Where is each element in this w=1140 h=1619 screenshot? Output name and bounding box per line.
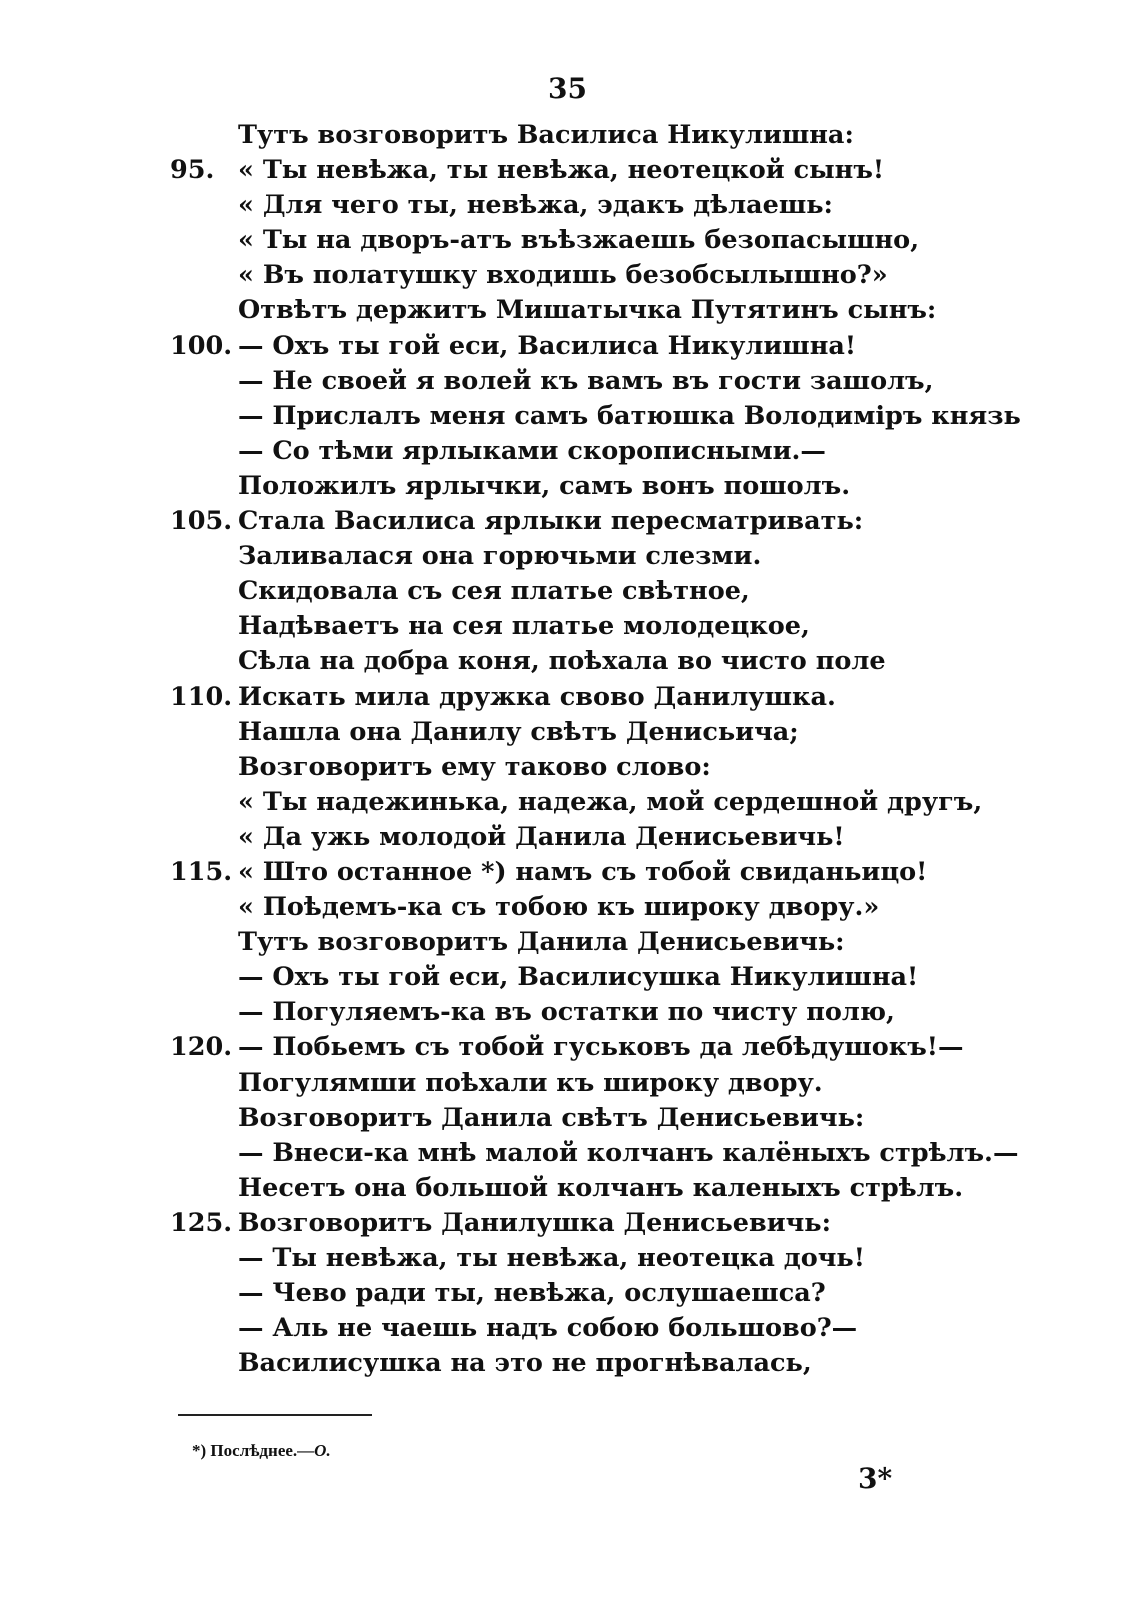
- line-text: « Поѣдемъ-ка съ тобою къ широку двору.»: [238, 892, 880, 923]
- line-number: 125.: [170, 1207, 233, 1238]
- verse-line: [0, 434, 1140, 469]
- footnote: [192, 1441, 331, 1461]
- line-text: Стала Василиса ярлыки пересматривать:: [238, 506, 864, 537]
- line-text: « Што останное *) намъ съ тобой свиданьицо!: [238, 856, 928, 887]
- verse-line: [0, 258, 1140, 293]
- verse-line: [0, 1030, 1140, 1065]
- line-text: — Аль не чаешь надъ собою большово?—: [238, 1313, 858, 1344]
- verse-line: [0, 1206, 1140, 1241]
- line-text: — Ты невѣжа, ты невѣжа, неотецка дочь!: [238, 1243, 865, 1273]
- line-text: — Прислалъ меня самъ батюшка Володимiръ князь: [238, 400, 1021, 431]
- line-text: — Со тѣми ярлыками скорописными.—: [238, 435, 826, 466]
- verse-line: [0, 715, 1140, 750]
- verse-line: [0, 574, 1140, 609]
- verse-line: [0, 960, 1140, 995]
- line-text: Тутъ возговоритъ Данила Денисьевичь:: [238, 927, 845, 958]
- line-text: — Побьемъ съ тобой гуськовъ да лебѣдушокъ!—: [238, 1032, 964, 1063]
- verse-line: [0, 925, 1140, 960]
- verse-line: [0, 1101, 1140, 1136]
- page-number: 35: [548, 72, 587, 105]
- verse-text: [0, 118, 1140, 1381]
- verse-line: [0, 153, 1140, 188]
- line-text: Василисушка на это не прогнѣвалась,: [238, 1348, 812, 1379]
- verse-line: [0, 1136, 1140, 1171]
- verse-line: [0, 364, 1140, 399]
- footnote-marker: *): [192, 1441, 207, 1460]
- footnote-text: Послѣднее.—: [210, 1441, 315, 1460]
- line-number: 95.: [170, 155, 215, 186]
- line-text: — Чево ради ты, невѣжа, ослушаешса?: [238, 1278, 826, 1309]
- line-text: — Внеси-ка мнѣ малой колчанъ калёныхъ стрѣлъ.—: [238, 1137, 1019, 1168]
- verse-line: [0, 750, 1140, 785]
- line-text: Скидовала съ сея платье свѣтное,: [238, 576, 750, 607]
- verse-line: [0, 188, 1140, 223]
- line-text: — Погуляемъ-ка въ остатки по чисту полю,: [238, 997, 895, 1028]
- verse-line: [0, 785, 1140, 820]
- line-text: Погулямши поѣхали къ широку двору.: [238, 1067, 823, 1098]
- verse-line: [0, 1171, 1140, 1206]
- line-text: Возговоритъ Данилушка Денисьевичь:: [238, 1207, 832, 1238]
- printer-signature-mark: 3*: [858, 1462, 893, 1495]
- verse-line: [0, 609, 1140, 644]
- line-text: Возговоритъ Данила свѣтъ Денисьевичь:: [238, 1102, 865, 1133]
- verse-line: [0, 890, 1140, 925]
- line-text: Возговоритъ ему таково слово:: [238, 751, 711, 782]
- line-text: Положилъ ярлычки, самъ вонъ пошолъ.: [238, 470, 851, 501]
- line-text: « Ты надежинька, надежа, мой сердешной другъ,: [238, 786, 983, 817]
- line-text: « Для чего ты, невѣжа, эдакъ дѣлаешь:: [238, 190, 833, 221]
- verse-line: [0, 329, 1140, 364]
- line-text: « Ты на дворъ-атъ въѣзжаешь безопасышно,: [238, 225, 920, 256]
- verse-line: [0, 855, 1140, 890]
- verse-line: [0, 293, 1140, 328]
- verse-line: [0, 644, 1140, 679]
- footnote-divider: [178, 1414, 372, 1416]
- verse-line: [0, 399, 1140, 434]
- line-text: Нашла она Данилу свѣтъ Денисьича;: [238, 716, 799, 747]
- verse-line: [0, 1346, 1140, 1381]
- verse-line: [0, 1311, 1140, 1346]
- verse-line: [0, 820, 1140, 855]
- line-text: Надѣваетъ на сея платье молодецкое,: [238, 611, 810, 642]
- line-text: Тутъ возговоритъ Василиса Никулишна:: [238, 120, 854, 150]
- verse-line: [0, 469, 1140, 504]
- line-text: Искать мила дружка свово Данилушка.: [238, 681, 836, 712]
- line-number: 100.: [170, 330, 233, 361]
- line-text: « Ты невѣжа, ты невѣжа, неотецкой сынъ!: [238, 155, 885, 186]
- line-text: Заливалася она горючьми слезми.: [238, 541, 762, 572]
- line-number: 120.: [170, 1032, 233, 1063]
- line-text: — Охъ ты гой еси, Василиса Никулишна!: [238, 330, 857, 361]
- line-text: — Охъ ты гой еси, Василисушка Никулишна!: [238, 962, 919, 993]
- line-text: Отвѣтъ держитъ Мишатычка Путятинъ сынъ:: [238, 295, 937, 326]
- verse-line: [0, 504, 1140, 539]
- verse-line: [0, 995, 1140, 1030]
- verse-line: [0, 680, 1140, 715]
- line-text: « Да ужь молодой Данила Денисьевичь!: [238, 821, 845, 852]
- verse-line: [0, 223, 1140, 258]
- line-text: Сѣла на добра коня, поѣхала во чисто поле: [238, 646, 886, 677]
- verse-line: [0, 539, 1140, 574]
- verse-line: [0, 1276, 1140, 1311]
- line-number: 110.: [170, 681, 233, 712]
- verse-line: [0, 1241, 1140, 1276]
- verse-line: [0, 1066, 1140, 1101]
- line-number: 115.: [170, 856, 233, 887]
- line-text: — Не своей я волей къ вамъ въ гости зашолъ,: [238, 365, 934, 396]
- line-number: 105.: [170, 506, 233, 537]
- line-text: « Въ полатушку входишь безобсылышно?»: [238, 260, 888, 291]
- line-text: Несетъ она большой колчанъ каленыхъ стрѣлъ.: [238, 1172, 964, 1203]
- footnote-source: О.: [314, 1441, 331, 1460]
- verse-line: [0, 118, 1140, 153]
